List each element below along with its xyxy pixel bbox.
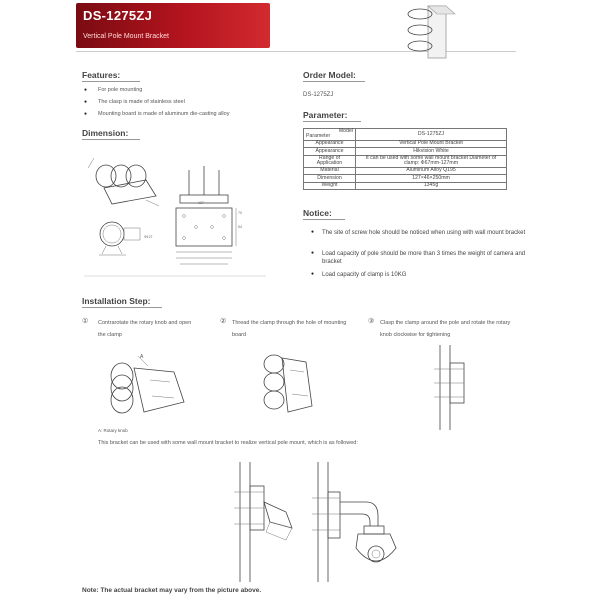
header-parameter-label: Parameter [306,133,331,140]
header-banner [76,3,270,48]
notice-item: ● Load capacity of clamp is 10KG [322,271,532,279]
feature-item: ● Mounting board is made of aluminum die-casting alloy [98,111,229,119]
installation-heading: Installation Step: [82,296,151,306]
bracket-product-image [395,2,465,64]
table-cell-value: 127×46×250mm [356,175,507,183]
footer-note: Note: The actual bracket may vary from the picture above. [82,587,262,594]
table-row [304,182,507,190]
dimension-drawing [84,150,266,278]
dimension-rule [82,139,140,140]
step-number: ① [82,318,89,325]
table-cell-key: Appearance [304,140,356,148]
order-model-rule [303,81,365,82]
order-model-heading: Order Model: [303,70,356,80]
table-cell-key: Weight [304,182,356,190]
notice-rule [303,219,345,220]
header-model-label: Model [338,128,353,134]
pole-mount-with-camera-drawing [226,462,406,582]
svg-text:54: 54 [238,225,242,229]
table-cell-key: Range of Application [304,155,356,167]
parameter-heading: Parameter: [303,110,348,120]
product-title: DS-1275ZJ [83,8,153,23]
step-text: Clasp the clamp around the pole and rotate the rotary knob clockwise for tightening [380,320,511,338]
notice-heading: Notice: [303,208,332,218]
label-a: A [140,354,144,360]
feature-item: ● For pole mounting [98,87,142,95]
table-cell-key: Appearance [304,148,356,156]
dimension-heading: Dimension: [82,128,129,138]
step-number: ② [220,318,227,325]
product-subtitle: Vertical Pole Mount Bracket [83,33,169,40]
rotary-knob-label: A: Rotary knob [98,428,128,433]
step2-drawing [256,350,318,420]
usage-note: This bracket can be used with some wall mount bracket to realize vertical pole mount, which is as followed: [98,440,358,446]
table-cell-key: Material [304,167,356,175]
table-cell-value: 1345g [356,182,507,190]
parameter-rule [303,121,361,122]
features-heading: Features: [82,70,121,80]
order-model-value: DS-1275ZJ [303,92,334,98]
step1-drawing [104,350,194,420]
table-header-value: DS-1275ZJ [356,129,507,141]
step-text: Thread the clamp through the hole of mounting board [232,320,347,338]
svg-text:127: 127 [198,201,204,205]
parameter-table [303,128,507,190]
table-row [304,167,507,175]
step3-drawing [430,345,470,430]
table-row [304,155,507,167]
table-header-cell [304,129,356,141]
step-text: Contrarotate the rotary knob and open the clamp [98,320,192,338]
table-row [304,129,507,141]
installation-rule [82,307,162,308]
svg-text:70: 70 [238,211,242,215]
notice-item: ● Load capacity of pole should be more than 3 times the weight of camera and bracket [322,250,532,266]
step-number: ③ [368,318,375,325]
table-cell-value: Hikvision White [356,148,507,156]
table-cell-value: Aluminum Alloy Q195 [356,167,507,175]
svg-text:Ф127: Ф127 [144,235,153,239]
feature-item: ● The clasp is made of stainless steel [98,99,185,107]
notice-item: ● The site of screw hole should be noticed when using with wall mount bracket [322,229,532,237]
table-row [304,175,507,183]
features-rule [82,81,140,82]
table-cell-value: Vertical Pole Mount Bracket [356,140,507,148]
table-cell-key: Dimension [304,175,356,183]
table-cell-value: It can be used with some wall mount bracket Diameter of clamp: Ф67mm-127mm [356,155,507,167]
table-row [304,140,507,148]
